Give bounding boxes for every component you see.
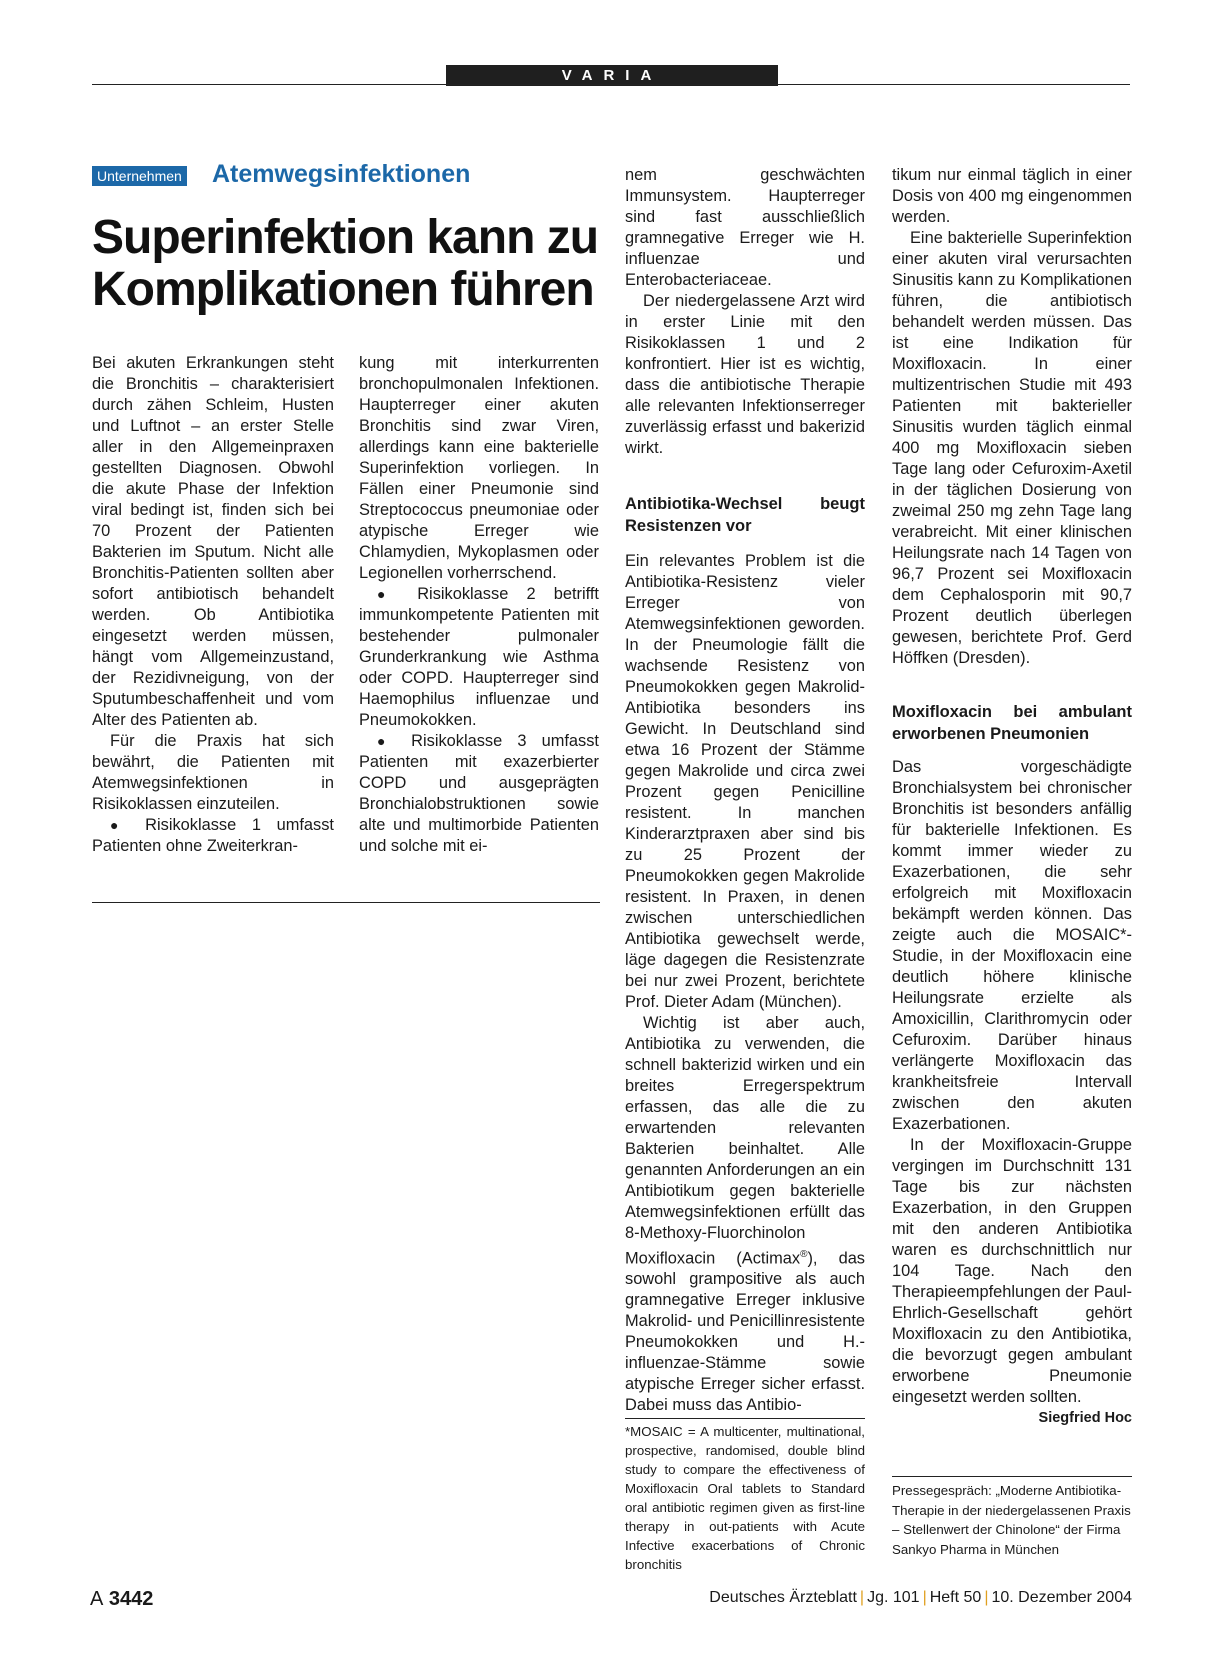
separator: | — [859, 1589, 865, 1606]
section-header-bar: VARIA — [446, 65, 778, 86]
separator: | — [922, 1589, 927, 1606]
paragraph: Der niedergelassene Arzt wird in erster Linie mit den Risikoklassen 1 und 2 konfrontiert. Hier ist es wichtig, dass die antibiotische Therapie alle relevanten Infektionserreger zuverlässig erfasst und bakerizid wirkt. — [625, 292, 865, 457]
paragraph: kung mit interkurrenten bronchopulmonalen Infektionen. Haupterreger einer akuten Bronchitis sind zwar Viren, allerdings kann eine bakterielle Superinfektion vorliegen. In Fällen einer Pneumonie sind Streptococcus pneumoniae oder atypische Erreger wie Chlamydien, Mykoplasmen oder Legionellen vorherrschend. — [359, 354, 599, 582]
bullet-paragraph — [92, 815, 334, 857]
paragraph: Eine bakterielle Superinfektion einer akuten viral verursachten Sinusitis kann zu Komplikationen führen, die antibiotisch behandelt werden müssen. Das ist eine Indikation für Moxifloxacin. In einer multizentrischen Studie mit 493 Patienten mit bakterieller Sinusitis wurden täglich einmal 400 mg Moxifloxacin sieben Tage lang oder Cefuroxim-Axetil in der täglichen Dosierung von zweimal 250 mg zehn Tage lang verabreicht. Mit einer klinischen Heilungsrate nach 14 Tagen von 96,7 Prozent sei Moxifloxacin dem Cephalosporin mit 90,7 Prozent deutlich überlegen gewesen, berichtete Prof. Gerd Höffken (Dresden). — [892, 229, 1132, 667]
page-number-value: 3442 — [108, 1588, 154, 1610]
text-column-2 — [359, 353, 599, 857]
bullet-text: Risikoklasse 2 betrifft immunkompetente Patienten mit bestehender pulmonaler Grunderkrankung wie Asthma oder COPD. Haupterreger sind Haemophilus influenzae und Pneumokokken. — [359, 585, 599, 729]
footnote: *MOSAIC = A multicenter, multinational, prospective, randomised, double blind study to compare the effectiveness of Moxifloxacin Oral tablets to Standard oral antibiotic regimen given as first-line therapy in out-patients with Acute Infective exacerbations of Chronic bronchitis — [625, 1424, 865, 1572]
paragraph — [892, 1135, 1132, 1426]
text-column-3 — [625, 165, 865, 1416]
separator: | — [984, 1589, 989, 1606]
journal-date: 10. Dezember 2004 — [991, 1589, 1132, 1606]
paragraph: Für die Praxis hat sich bewährt, die Patienten mit Atemwegsinfektionen in Risikoklassen einzuteilen. — [92, 732, 334, 813]
bullet-paragraph — [359, 584, 599, 731]
journal-name: Deutsches Ärzteblatt — [709, 1589, 857, 1606]
journal-issue: Heft 50 — [929, 1589, 982, 1606]
bullet-text: Risikoklasse 1 umfasst Patienten ohne Zweiterkran- — [92, 816, 334, 855]
author-byline: Siegfried Hoc — [1038, 1410, 1132, 1426]
paragraph: Bei akuten Erkrankungen steht die Bronchitis – charakterisiert durch zähen Schleim, Husten und Luftnot – an erster Stelle aller in den Allgemeinpraxen gestellten Diagnosen. Obwohl die akute Phase der Infektion viral bedingt ist, finden sich bei 70 Prozent der Patienten Bakterien im Sputum. Nicht alle Bronchitis-Patienten sollten aber sofort antibiotisch behandelt werden. Ob Antibiotika eingesetzt werden müssen, hängt vom Allgemeinzustand, der Rezidivneigung, von der Sputumbeschaffenheit und vom Alter des Patienten ab. — [92, 354, 334, 729]
press-note: Pressegespräch: „Moderne Antibiotika-Therapie in der niedergelassenen Praxis – Stellenwert der Chinolone“ der Firma Sankyo Pharma in München — [892, 1483, 1131, 1557]
subheading: Moxifloxacin bei ambulant erworbenen Pneumonien — [892, 703, 1132, 743]
bullet-icon: ● — [377, 586, 400, 602]
paragraph: Das vorgeschädigte Bronchialsystem bei chronischer Bronchitis ist besonders anfällig für bakterielle Infektionen. Es kommt immer wieder zu Exazerbationen, die sehr erfolgreich mit Moxifloxacin bekämpft werden können. Das zeigte auch die MOSAIC*-Studie, in der Moxifloxacin eine deutlich höhere klinische Heilungsrate erzielte als Amoxicillin, Clarithromycin oder Cefuroxim. Darüber hinaus verlängerte Moxifloxacin das krankheitsfreie Intervall zwischen den akuten Exazerbationen. — [892, 758, 1132, 1133]
article-kicker: Atemwegsinfektionen — [212, 160, 471, 188]
press-rule — [892, 1476, 1132, 1477]
journal-footer — [709, 1589, 1132, 1607]
footnote-rule — [625, 1418, 865, 1419]
paragraph: Ein relevantes Problem ist die Antibiotika-Resistenz vieler Erreger von Atemwegsinfektionen geworden. In der Pneumologie fällt die wachsende Resistenz von Pneumokokken gegen Makrolid-Antibiotika besonders ins Gewicht. In Deutschland sind etwa 16 Prozent der Stämme gegen Makrolide und circa zwei Prozent gegen Penicilline resistent. In manchen Kinderarztpraxen aber sind bis zu 25 Prozent der Pneumokokken gegen Makrolide resistent. In Praxen, in denen zwischen unterschiedlichen Antibiotika gewechselt werde, läge dagegen die Resistenzrate bei nur zwei Prozent, berichtete Prof. Dieter Adam (München). — [625, 552, 865, 1011]
column-divider — [92, 902, 600, 903]
bullet-paragraph — [359, 731, 599, 857]
page-prefix: A — [90, 1588, 104, 1610]
text-column-4 — [892, 165, 1132, 1429]
paragraph-text: ), das sowohl grampositive als auch gramnegative Erreger inklusive Makrolid- und Penicillinresistente Pneumokokken und H.-influenzae-Stämme sowie atypische Erreger sicher erfasst. Dabei muss das Antibio- — [625, 1249, 866, 1415]
category-tag: Unternehmen — [92, 166, 187, 186]
paragraph-text: In der Moxifloxacin-Gruppe vergingen im Durchschnitt 131 Tage bis zur nächsten Exazerbation, in den Gruppen mit den anderen Antibiotika waren es durchschnittlich nur 104 Tage. Nach den Therapieempfehlungen der Paul-Ehrlich-Gesellschaft gehört Moxifloxacin zu den Antibiotika, die bevorzugt gegen ambulant erworbene Pneumonie eingesetzt werden sollten. — [892, 1136, 1132, 1406]
subheading: Antibiotika-Wechsel beugt Resistenzen vor — [625, 495, 865, 535]
page-number — [90, 1588, 153, 1611]
registered-mark: ® — [800, 1249, 808, 1260]
text-column-1 — [92, 353, 334, 857]
paragraph — [625, 1013, 865, 1416]
journal-volume: Jg. 101 — [867, 1589, 920, 1606]
bullet-icon: ● — [110, 817, 130, 833]
paragraph: tikum nur einmal täglich in einer Dosis von 400 mg eingenommen werden. — [892, 166, 1132, 226]
article-headline: Superinfektion kann zu Komplikationen führen — [92, 211, 599, 316]
bullet-icon: ● — [377, 733, 397, 749]
paragraph: nem geschwächten Immunsystem. Haupterreger sind fast ausschließlich gramnegative Erreger wie H. influenzae und Enterobacteriaceae. — [625, 166, 865, 289]
paragraph-text: Wichtig ist aber auch, Antibiotika zu verwenden, die schnell bakterizid wirken und ein breites Erregerspektrum erfassen, das alle die zu erwartenden relevanten Bakterien beinhaltet. Alle genannten Anforderungen an ein Antibiotikum gegen bakterielle Atemwegsinfektionen erfüllt das 8-Methoxy-Fluorchinolon Moxifloxacin (Actimax — [625, 1014, 865, 1268]
bullet-text: Risikoklasse 3 umfasst Patienten mit exazerbierter COPD und ausgeprägten Bronchialobstruktionen sowie alte und multimorbide Patienten und solche mit ei- — [359, 732, 599, 855]
header-rule — [92, 84, 1130, 85]
